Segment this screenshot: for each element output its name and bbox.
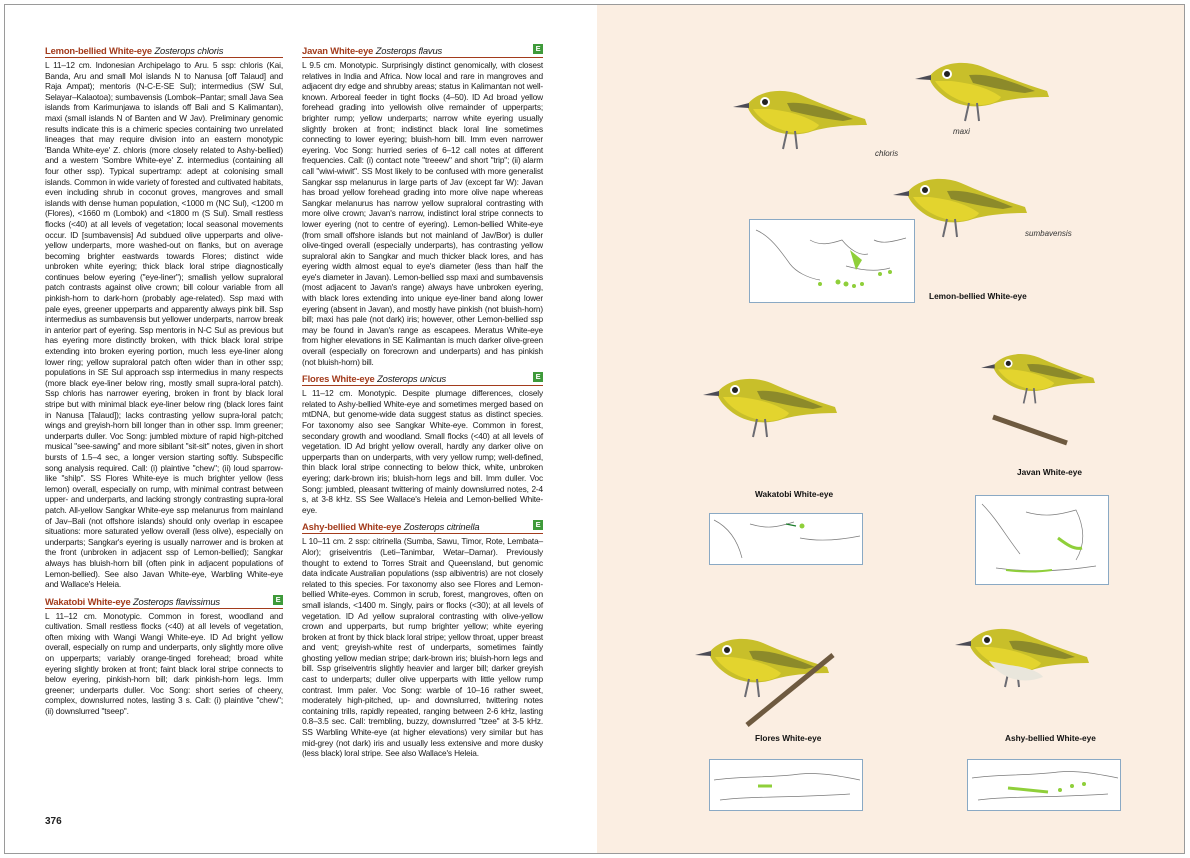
species-entry (45, 45, 283, 590)
plate-label-wakatobi: Wakatobi White-eye (755, 489, 834, 499)
species-entry (302, 373, 543, 515)
text-column-left (45, 45, 283, 723)
bird-ashy-bellied-illustration (955, 629, 1089, 687)
species-heading (45, 596, 283, 609)
species-entry (45, 596, 283, 717)
plate-label-lemon-bellied: Lemon-bellied White-eye (929, 291, 1027, 301)
text-column-right (302, 45, 543, 765)
species-common-name: Javan White-eye (302, 45, 374, 56)
plate-label-flores: Flores White-eye (755, 733, 822, 743)
range-map-wakatobi (709, 513, 863, 565)
plate-label-ashy-bellied: Ashy-bellied White-eye (1005, 733, 1096, 743)
ssp-label-maxi: maxi (953, 127, 970, 136)
bird-wakatobi-illustration (703, 379, 837, 437)
range-map-flores (709, 759, 863, 811)
plate-illustrations (597, 5, 1185, 853)
ssp-label-chloris: chloris (875, 149, 899, 158)
endemic-badge: E (533, 520, 543, 530)
plate-page (597, 5, 1185, 853)
species-heading (45, 45, 283, 58)
range-map-javan (975, 495, 1109, 585)
species-scientific-name: Zosterops flavissimus (132, 595, 220, 607)
species-common-name: Wakatobi White-eye (45, 595, 131, 607)
species-account-text: L 10–11 cm. 2 ssp: citrinella (Sumba, Sawu, Timor, Rote, Lembata–Alor); griseiventris (Leti–Tanimbar, Wetar–Damar). Previously thought to extend to Torres Strait and Queensland, but genomic data indicate Australian populations (ssp albiventris) are not closely related to this species. For taxonomy also see Flores and Lemon-bellied White-eyes. Common in scrub, forest, mangroves, often on small islands, <1400 m. Singly, pairs or flocks (<30); at all levels of vegetation. ID Ad yellow supraloral contrasting with olive-yellow crown and upperparts, but rump brighter yellow; white eyering broken at front by thick black loral stripe; yellow throat, upper breast and vent; greyish-white rest of underparts, sometimes faintly ghosting yellow median stripe; dark-brown iris; bluish-horn legs and bill. Ssp griseiventris slightly heavier and larger bill; darker greyish cast to underparts; duller olive upperparts with little yellow rump contrast. Imm paler. Voc Song: warble of 10–16 rather sweet, moderately high-pitched, up- and downslurred, twittering notes containing trills, rapidly repeated, ranging between 2-6 kHz, lasting 0.8–3.5 sec. Call: trembling, buzzy, downslurred "tzee" at 3-5 kHz. SS Warbling White-eye (at higher elevations) very similar but has mid-grey (not dark) iris and usually less extensive and more dusky (less black) loral stripe. See also Wallace's Heleia. (302, 536, 543, 759)
page-number: 376 (45, 816, 62, 827)
species-account-text: L 11–12 cm. Monotypic. Despite plumage differences, closely related to Ashy-bellied White-eye and sometimes merged based on mtDNA, but genome-wide data suggest status as distinct species. For taxonomy also see Sangkar White-eye. Common in forest, secondary growth and woodland. Small flocks (<40) at all levels of vegetation. ID Ad bright yellow overall, hardly any darker olive on upperparts than on underparts, with very yellow rump; well-defined, thin black loral stripe connecting to below thick, white, unbroken eyering; dark-brown iris; bluish-horn legs and bill. Imm duller. Voc Song: jumbled, pleasant twittering of mainly downslurred notes, 2-4 s, at 3-8 kHz. SS See Wallace's Heleia and Lemon-bellied White-eye. (302, 388, 543, 515)
species-heading (302, 521, 543, 534)
species-scientific-name: Zosterops flavus (375, 45, 443, 56)
range-map-lemon-bellied (749, 219, 915, 303)
species-entry (302, 45, 543, 367)
bird-maxi-illustration (915, 63, 1049, 121)
endemic-badge: E (533, 44, 543, 54)
bird-chloris-illustration (733, 91, 867, 149)
species-heading (302, 45, 543, 58)
species-scientific-name: Zosterops citrinella (403, 521, 480, 533)
species-common-name: Lemon-bellied White-eye (45, 45, 152, 56)
text-page (5, 5, 597, 853)
species-common-name: Ashy-bellied White-eye (302, 521, 402, 533)
ssp-label-sumbavensis: sumbavensis (1025, 229, 1072, 238)
species-account-text: L 11–12 cm. Indonesian Archipelago to Aru. 5 ssp: chloris (Kai, Banda, Aru and small Mol islands N to Nanusa [off Talaud] and Raja Ampat); mentoris (N-C-E-SE Sul); intermedius (SW Sul, Selayar–Kalaotoa); sumbavensis (Lombok–Pantar; small Java Sea islands from Karimunjawa to islands off Bali and S Kalimantan), maxi (small islands N of Banten and W Jav). Preliminary genomic results indicate this is a chimeric species containing two unrelated lineages that may require division into an eastern monotypic 'Banda White-eye' Z. chloris (more closely related to Ashy-bellied) and a western 'Sombre White-eye' Z. intermedius (containing all four other ssp). Typical supertramp: adept at colonising small islands. Common in wide variety of forested and cultivated habitats, even including shrub in coconut groves, mangroves and small islands with dense human population, <1000 m (NC Sul), <1200 m (Flores), <1660 m (Lombok) and <1800 m (S Sul). Small restless flocks (<40) at all levels of vegetation; local seasonal movements occur. ID [sumbavensis] Ad subdued olive upperparts and olive-yellow underparts, more washed-out on flanks, but on average becoming brighter eastwards towards Flores; distinct wide unbroken white eyering; thick black loral stripe diagnostically continues below eyering ("eye-liner"); smallish yellow supraloral patch contrasts against olive crown; bill colour variable from all pinkish-horn to dark-horn (probably age-related). Ssp maxi with pale eyes, greener upperparts and apparently always pink bill. Ssp intermedius as sumbavensis but yellower underparts, narrow break in anterior part of eyering. Ssp mentoris in N-C Sul as previous but has eyering more distinctly broken, with thick black loral stripe extending into broken eyering portion, much less eye-liner along lower ring; yellow supraloral patch often wider than in other ssp; populations in SE Sul approach ssp intermedius in many respects (more black eye-liner below ring, mostly small supra-loral patch). Ssp chloris has narrower eyering, broken in front by black loral stripe but with minimal black eye-liner below ring (black lores faint in Nanusa [Talaud]); lacks contrasting yellow supra-loral patch; wings and greyish-horn bill longer than in other ssp. Imm greener; underparts duller. Voc Song: jumbled mixture of rapid high-pitched musical "see-sawing" and more sibilant "sit-sit" notes, given in short bursts of 1.5–4 sec, a longer version starting softly. Subspecific song analysis required. Call: (i) plaintive "chew"; (ii) loud sparrow-like "shilp". SS Flores White-eye is much brighter yellow (less lemon) overall, especially on rump, with minimal contrast between upper- and underparts, and lacking strongly contrasting supra-loral patch. All-yellow Sangkar White-eye ssp melanurus from mainland of Jav–Bali (not offshore islands) should only overlap in escapee situations: more saturated yellow overall (less olive), especially on underparts; Sangkar's eyering is usually narrower and is broken at the front (unbroken in adjacent ssp of Lemon-bellied); Sangkar always has bluish-horn bill (often pink in adjacent populations of Lemon-bellied). See also Javan White-eye, Warbling White-eye and Wallace's Heleia. (45, 60, 283, 590)
endemic-badge: E (533, 372, 543, 382)
species-heading (302, 373, 543, 386)
book-spread (4, 4, 1185, 854)
branch-javan (993, 417, 1067, 443)
endemic-badge: E (273, 595, 283, 605)
bird-javan-illustration (981, 354, 1095, 403)
species-account-text: L 9.5 cm. Monotypic. Surprisingly distinct genomically, with closest relatives in India and Africa. Now local and rare in mangroves and adjacent dry edge and shrubby areas; status in Kalimantan not well-known. Arboreal feeder in tight flocks (4–50). ID Ad broad yellow forehead grading into yellowish olive remainder of upperparts; brighter rump; yellow underparts; narrow white eyering usually slightly broken at front; indistinct black loral line sometimes connecting to lower eyering; bluish-horn bill. Imm even narrower eyering. Voc Song: hurried series of 6–12 call notes at different frequencies. Call: (i) contact note "treeew" and short "trip"; (ii) alarm call "wiwi-wiwit". SS Most likely to be confused with more generalist Sangkar ssp melanurus in large parts of Jav (except far W): Javan has broad yellow forehead grading into more olive nape whereas Sangkar melanurus has narrow yellow supraloral contrasting with more olive crown; Javan's narrow, indistinct loral stripe connects to lower eyering (not to centre of eyering). Lemon-bellied White-eye (from small offshore islands but not mainland of Jav/Bor) is duller olive-tinged overall (especially underparts), has contrasting yellow supraloral akin to Sangkar and much thicker black lores, and has eyering width almost equal to eye's diameter (less than half the eye's diameter in Javan). Lemon-bellied ssp maxi and sumbavensis (most adjacent to Javan's range) always have unbroken eyering, with black lores extending into unique eye-liner band along lower eyering (absent in Javan), and mostly have pinkish (not bluish-horn) bill; maxi has pale (not dark) iris; however, other Lemon-bellied ssp may be found in Javan's range as escapees. Meratus White-eye from higher elevations in SE Kalimantan is much darker olive-green overall (especially on forecrown and underparts) and has pinkish (not bluish-horn) bill. (302, 60, 543, 367)
species-entry (302, 521, 543, 758)
species-account-text: L 11–12 cm. Monotypic. Common in forest, woodland and cultivation. Small restless flocks (<40) at all levels of vegetation, often mixing with Wangi Wangi White-eye. ID Ad bright yellow overall, especially on rump and underparts, only slightly more olive on upperparts; variably orange-tinged forehead; broad white eyering slightly broken at front; faint black loral stripe connects to below eyering, pinkish-horn bill; dark pinkish-horn legs. Imm greener; underparts duller. Voc Song: short series of cheery, complex, downslurred notes, lasting 3 s. Call: (i) plaintive "chew"; (ii) downslurred "tseep". (45, 610, 283, 717)
plate-label-javan: Javan White-eye (1017, 467, 1083, 477)
range-map-ashy-bellied (967, 759, 1121, 811)
species-scientific-name: Zosterops chloris (154, 45, 224, 56)
bird-flores-illustration (695, 639, 829, 697)
species-scientific-name: Zosterops unicus (377, 373, 447, 385)
species-common-name: Flores White-eye (302, 373, 375, 385)
